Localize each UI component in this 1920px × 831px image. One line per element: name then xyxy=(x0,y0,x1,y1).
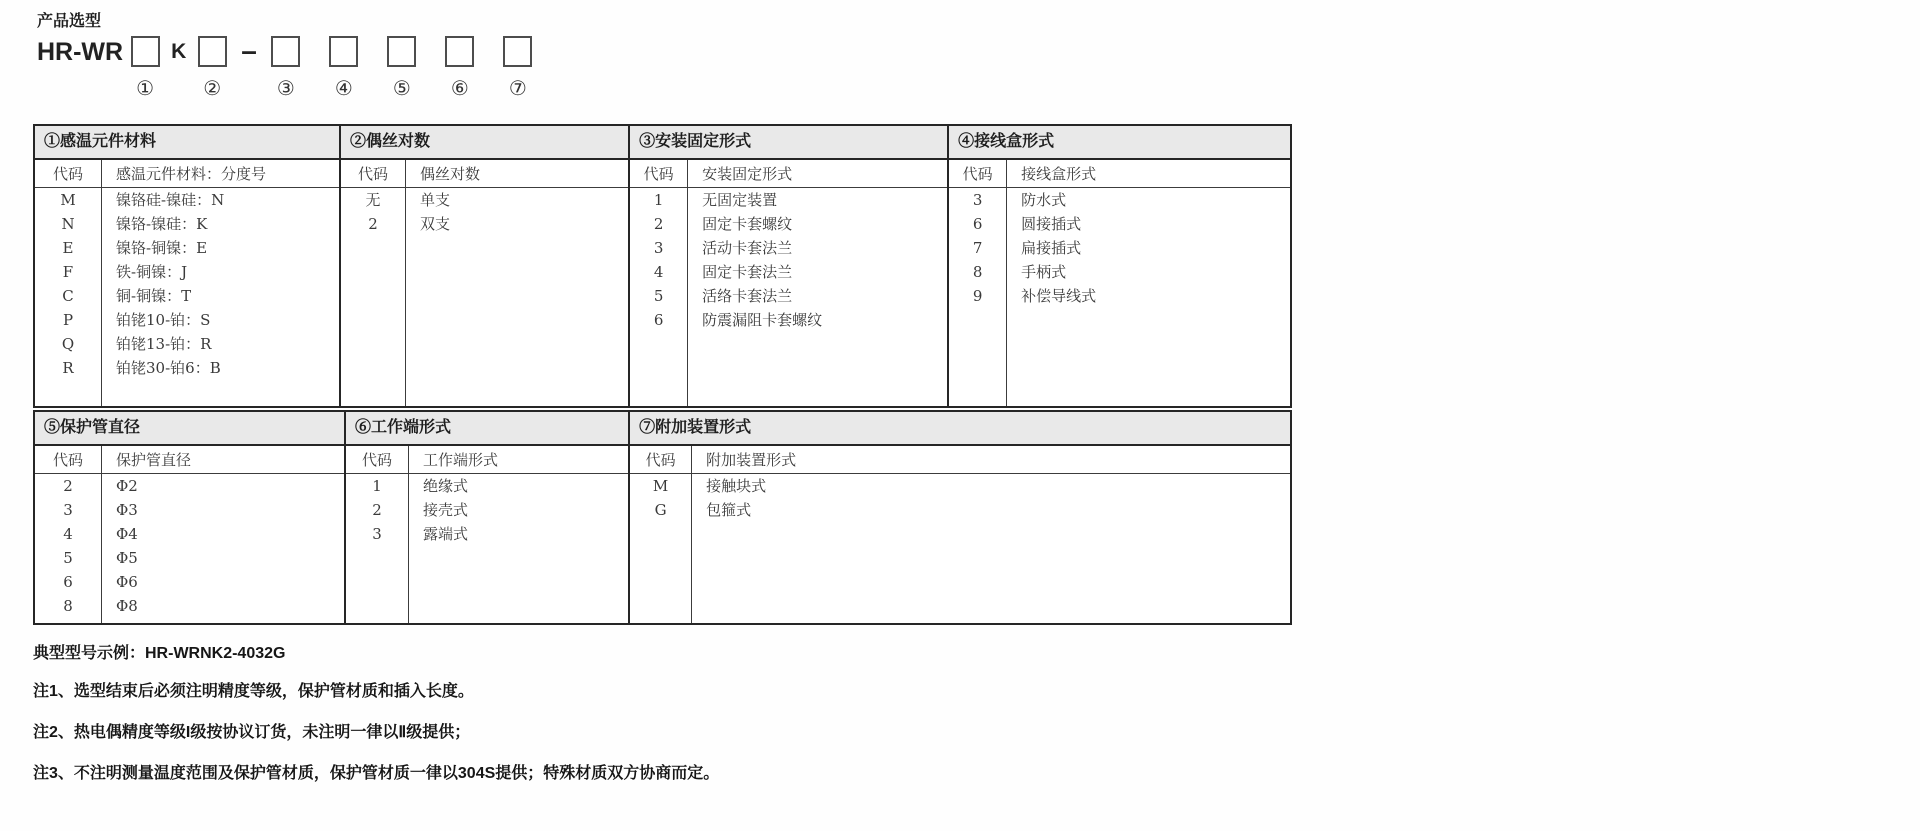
table-grid xyxy=(630,446,1290,623)
code-cell: 5 xyxy=(63,549,73,567)
table-grid xyxy=(35,160,339,406)
position-label-1: ① xyxy=(136,76,155,100)
selection-table xyxy=(630,126,949,406)
value-cell: 镍铬-铜镍：E xyxy=(116,239,208,257)
note-line: 注3、不注明测量温度范围及保护管材质，保护管材质一律以304S提供；特殊材质双方协商而定。 xyxy=(33,765,720,782)
position-label-5: ⑤ xyxy=(392,76,411,100)
value-cell: Φ4 xyxy=(116,525,138,543)
value-header: 偶丝对数 xyxy=(406,160,628,188)
note-line: 注2、热电偶精度等级I级按协议订货，未注明一律以Ⅱ级提供； xyxy=(33,724,471,741)
value-cell: 防水式 xyxy=(1021,191,1067,209)
table-grid xyxy=(949,160,1290,406)
value-cell: 露端式 xyxy=(423,525,469,543)
selection-table xyxy=(341,126,630,406)
model-code-row xyxy=(37,36,533,100)
model-box-1 xyxy=(131,36,160,67)
code-cell: 5 xyxy=(653,287,664,305)
value-cell: 圆接插式 xyxy=(1021,215,1082,233)
value-cell: 固定卡套法兰 xyxy=(702,263,793,281)
model-position-5 xyxy=(387,36,417,100)
table-band-row1 xyxy=(33,124,1292,408)
code-cell: 3 xyxy=(972,191,983,209)
model-box-2 xyxy=(198,36,227,67)
code-cell: 3 xyxy=(63,501,73,519)
value-cell: 手柄式 xyxy=(1021,263,1067,281)
code-cell: C xyxy=(62,287,74,305)
value-header: 工作端形式 xyxy=(409,446,628,474)
code-cell: 6 xyxy=(972,215,983,233)
value-cell: Φ6 xyxy=(116,573,138,591)
code-cell: 1 xyxy=(372,477,382,495)
value-column xyxy=(692,446,1290,623)
code-cell: 2 xyxy=(368,215,378,233)
value-header: 接线盒形式 xyxy=(1007,160,1290,188)
position-label-3: ③ xyxy=(276,76,295,100)
code-column xyxy=(341,160,406,406)
table-title: ①感温元件材料 xyxy=(35,126,339,160)
code-cell: 4 xyxy=(63,525,73,543)
page-title: 产品选型 xyxy=(37,13,102,30)
model-box-4 xyxy=(329,36,358,67)
code-column xyxy=(630,160,688,406)
table-grid xyxy=(341,160,628,406)
position-label-2: ② xyxy=(203,76,222,100)
value-cell: 包箍式 xyxy=(706,501,752,519)
model-position-1 xyxy=(130,36,160,100)
value-column xyxy=(406,160,628,406)
code-header: 代码 xyxy=(630,160,687,188)
code-cell: F xyxy=(62,263,74,281)
code-cell: 4 xyxy=(653,263,664,281)
code-header: 代码 xyxy=(35,446,101,474)
value-cell: 镍铬硅-镍硅：N xyxy=(116,191,225,209)
value-cell: 接触块式 xyxy=(706,477,767,495)
value-cell: 无固定装置 xyxy=(702,191,778,209)
model-dash: – xyxy=(241,35,257,66)
code-cell: R xyxy=(62,359,74,377)
code-column xyxy=(35,446,102,623)
table-title: ⑥工作端形式 xyxy=(346,412,628,446)
table-band-row2 xyxy=(33,410,1292,625)
value-cell: Φ2 xyxy=(116,477,138,495)
value-cell: 铂铑30-铂6：B xyxy=(116,359,221,377)
code-header: 代码 xyxy=(341,160,405,188)
code-cell: 6 xyxy=(63,573,73,591)
position-label-4: ④ xyxy=(334,76,353,100)
value-cell: Φ5 xyxy=(116,549,138,567)
table-grid xyxy=(35,446,344,623)
value-cell: 补偿导线式 xyxy=(1021,287,1097,305)
value-cell: 铜-铜镍：T xyxy=(116,287,192,305)
code-column xyxy=(35,160,102,406)
selection-table xyxy=(949,126,1290,406)
model-box-6 xyxy=(445,36,474,67)
value-cell: Φ8 xyxy=(116,597,138,615)
code-cell: M xyxy=(652,477,669,495)
table-title: ⑤保护管直径 xyxy=(35,412,344,446)
value-column xyxy=(1007,160,1290,406)
value-column xyxy=(688,160,947,406)
code-cell: E xyxy=(62,239,74,257)
example-model-line: 典型型号示例：HR-WRNK2-4032G xyxy=(33,645,286,662)
model-position-7 xyxy=(503,36,533,100)
code-cell: 无 xyxy=(365,191,381,209)
value-cell: 扁接插式 xyxy=(1021,239,1082,257)
model-prefix: HR-WR xyxy=(37,38,124,66)
value-cell: 活动卡套法兰 xyxy=(702,239,793,257)
code-cell: G xyxy=(654,501,667,519)
code-header: 代码 xyxy=(949,160,1006,188)
code-cell: 2 xyxy=(63,477,73,495)
table-grid xyxy=(346,446,628,623)
value-cell: 铁-铜镍：J xyxy=(116,263,188,281)
code-cell: P xyxy=(62,311,74,329)
model-position-6 xyxy=(445,36,475,100)
code-cell: 9 xyxy=(972,287,983,305)
table-grid xyxy=(630,160,947,406)
code-cell: 6 xyxy=(653,311,664,329)
value-cell: 单支 xyxy=(420,191,451,209)
value-column xyxy=(409,446,628,623)
value-cell: 铂铑10-铂：S xyxy=(116,311,211,329)
position-label-6: ⑥ xyxy=(450,76,469,100)
code-column xyxy=(346,446,409,623)
code-cell: 2 xyxy=(653,215,664,233)
selection-table xyxy=(346,412,630,623)
note-line: 注1、选型结束后必须注明精度等级，保护管材质和插入长度。 xyxy=(33,683,474,700)
position-label-7: ⑦ xyxy=(508,76,527,100)
model-box-5 xyxy=(387,36,416,67)
value-header: 安装固定形式 xyxy=(688,160,947,188)
value-cell: 接壳式 xyxy=(423,501,469,519)
model-box-7 xyxy=(503,36,532,67)
code-cell: Q xyxy=(61,335,75,353)
value-cell: 绝缘式 xyxy=(423,477,469,495)
table-title: ②偶丝对数 xyxy=(341,126,628,160)
code-header: 代码 xyxy=(346,446,408,474)
value-column xyxy=(102,446,344,623)
model-position-4 xyxy=(329,36,359,100)
value-cell: 镍铬-镍硅：K xyxy=(116,215,208,233)
code-cell: 3 xyxy=(372,525,382,543)
code-cell: 7 xyxy=(972,239,983,257)
code-cell: N xyxy=(61,215,75,233)
model-position-2 xyxy=(197,36,227,100)
value-cell: 固定卡套螺纹 xyxy=(702,215,793,233)
notes xyxy=(33,681,719,804)
code-cell: M xyxy=(60,191,76,209)
code-column xyxy=(949,160,1007,406)
selection-table xyxy=(35,412,346,623)
value-cell: 活络卡套法兰 xyxy=(702,287,793,305)
table-title: ⑦附加装置形式 xyxy=(630,412,1290,446)
code-cell: 8 xyxy=(972,263,983,281)
value-header: 保护管直径 xyxy=(102,446,344,474)
code-cell: 3 xyxy=(653,239,664,257)
code-cell: 8 xyxy=(63,597,73,615)
table-title: ③安装固定形式 xyxy=(630,126,947,160)
selection-table xyxy=(630,412,1290,623)
code-cell: 2 xyxy=(372,501,382,519)
value-header: 感温元件材料：分度号 xyxy=(102,160,339,188)
value-column xyxy=(102,160,339,406)
value-cell: 铂铑13-铂：R xyxy=(116,335,212,353)
value-cell: Φ3 xyxy=(116,501,138,519)
value-header: 附加装置形式 xyxy=(692,446,1290,474)
code-header: 代码 xyxy=(630,446,691,474)
model-box-3 xyxy=(271,36,300,67)
selection-table xyxy=(35,126,341,406)
model-position-3 xyxy=(271,36,301,100)
code-column xyxy=(630,446,692,623)
value-cell: 双支 xyxy=(420,215,451,233)
code-cell: 1 xyxy=(653,191,664,209)
value-cell: 防震漏阻卡套螺纹 xyxy=(702,311,823,329)
code-header: 代码 xyxy=(35,160,101,188)
table-title: ④接线盒形式 xyxy=(949,126,1290,160)
model-letter-k: K xyxy=(171,40,187,63)
